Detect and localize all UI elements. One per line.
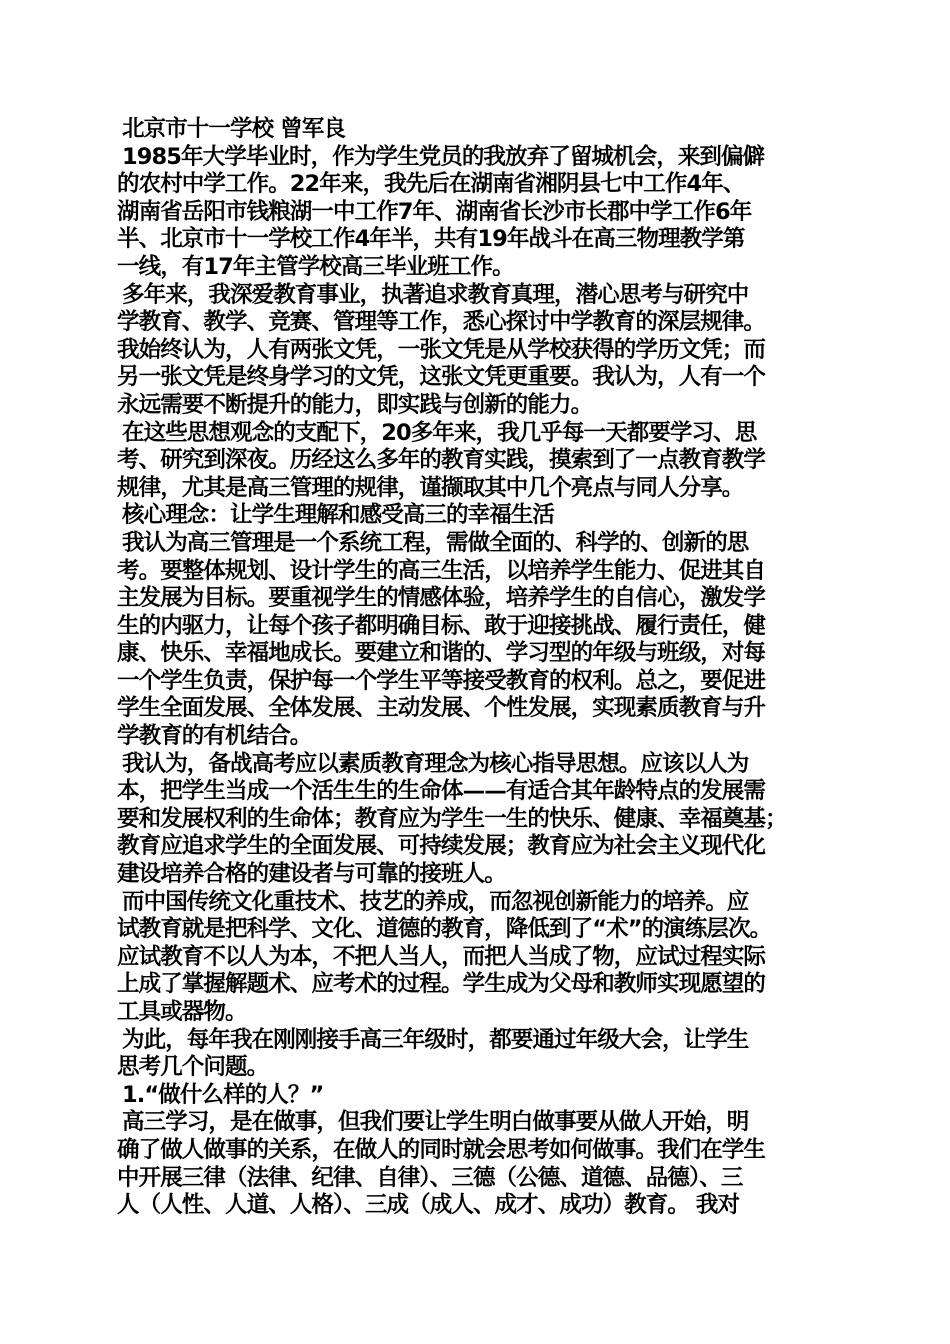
document-title: 北京市十一学校 曾军良 (122, 116, 345, 142)
text-line: 一线，有17年主管学校高三毕业班工作。 (117, 253, 514, 280)
text-line: 学生全面发展、全体发展、主动发展、个性发展，实现素质教育与升 (117, 695, 766, 722)
text-line: 永远需要不断提升的能力，即实践与创新的能力。 (117, 391, 593, 418)
text-line: 为此，每年我在刚刚接手高三年级时，都要通过年级大会，让学生 (122, 1026, 749, 1053)
text-line: 1985年大学毕业时，作为学生党员的我放弃了留城机会，来到偏僻 (122, 143, 765, 170)
text-line: 中开展三律（法律、纪律、自律）、三德（公德、道德、品德）、三 (117, 1164, 743, 1191)
text-line: 考。要整体规划、设计学生的高三生活，以培养学生能力、促进其自 (117, 557, 766, 584)
text-line: 我认为，备战高考应以素质教育理念为核心指导思想。应该以人为 (122, 750, 749, 777)
text-line: 康、快乐、幸福地成长。要建立和谐的、学习型的年级与班级，对每 (117, 640, 766, 667)
text-line: 学教育、教学、竞赛、管理等工作，悉心探讨中学教育的深层规律。 (117, 309, 766, 336)
text-line: 本，把学生当成一个活生生的生命体——有适合其年龄特点的发展需 (117, 778, 766, 805)
text-line: 而中国传统文化重技术、技艺的养成，而忽视创新能力的培养。应 (122, 888, 749, 915)
text-line: 的农村中学工作。22年来，我先后在湖南省湘阴县七中工作4年、 (117, 171, 745, 198)
text-line: 多年来，我深爱教育事业，执著追求教育真理，潜心思考与研究中 (122, 281, 749, 308)
section-heading: 核心理念：让学生理解和感受高三的幸福生活 (122, 502, 555, 529)
text-line: 生的内驱力，让每个孩子都明确目标、敢于迎接挑战、履行责任，健 (117, 612, 766, 639)
text-line: 一个学生负责，保护每一个学生平等接受教育的权利。总之，要促进 (117, 667, 766, 694)
text-line: 考、研究到深夜。历经这么多年的教育实践，摸索到了一点教育教学 (117, 447, 766, 474)
text-line: 确了做人做事的关系，在做人的同时就会思考如何做事。我们在学生 (117, 1136, 766, 1163)
text-line: 上成了掌握解题术、应考术的过程。学生成为父母和教师实现愿望的 (117, 971, 766, 998)
text-line: 我认为高三管理是一个系统工程，需做全面的、科学的、创新的思 (122, 529, 749, 556)
text-line: 试教育就是把科学、文化、道德的教育，降低到了“术”的演练层次。 (117, 916, 772, 943)
text-line: 高三学习，是在做事，但我们要让学生明白做事要从做人开始，明 (122, 1109, 749, 1136)
document-page (117, 116, 847, 1220)
text-line: 在这些思想观念的支配下，20多年来，我几乎每一天都要学习、思 (122, 419, 757, 446)
text-line: 应试教育不以人为本，不把人当人，而把人当成了物，应试过程实际 (117, 943, 766, 970)
text-line: 工具或器物。 (117, 999, 247, 1025)
text-line: 湖南省岳阳市钱粮湖一中工作7年、湖南省长沙市长郡中学工作6年 (117, 198, 752, 225)
text-line: 另一张文凭是终身学习的文凭，这张文凭更重要。我认为，人有一个 (117, 364, 766, 391)
text-line: 我始终认为，人有两张文凭，一张文凭是从学校获得的学历文凭；而 (117, 336, 766, 363)
text-line: 要和发展权利的生命体；教育应为学生一生的快乐、健康、幸福奠基； (117, 805, 787, 832)
text-line: 建设培养合格的建设者与可靠的接班人。 (117, 861, 506, 888)
text-line: 主发展为目标。要重视学生的情感体验，培养学生的自信心，激发学 (117, 585, 766, 612)
text-line: 半、北京市十一学校工作4年半，共有19年战斗在高三物理教学第 (117, 226, 745, 253)
text-line: 学教育的有机结合。 (117, 723, 312, 750)
text-line: 人（人性、人道、人格）、三成（成人、成才、成功）教育。 我对 (117, 1192, 740, 1219)
text-line: 教育应追求学生的全面发展、可持续发展；教育应为社会主义现代化 (117, 833, 766, 860)
numbered-heading: 1.“做什么样的人？” (122, 1081, 324, 1108)
text-line: 思考几个问题。 (117, 1054, 269, 1081)
text-line: 规律，尤其是高三管理的规律，谨撷取其中几个亮点与同人分享。 (117, 474, 744, 501)
